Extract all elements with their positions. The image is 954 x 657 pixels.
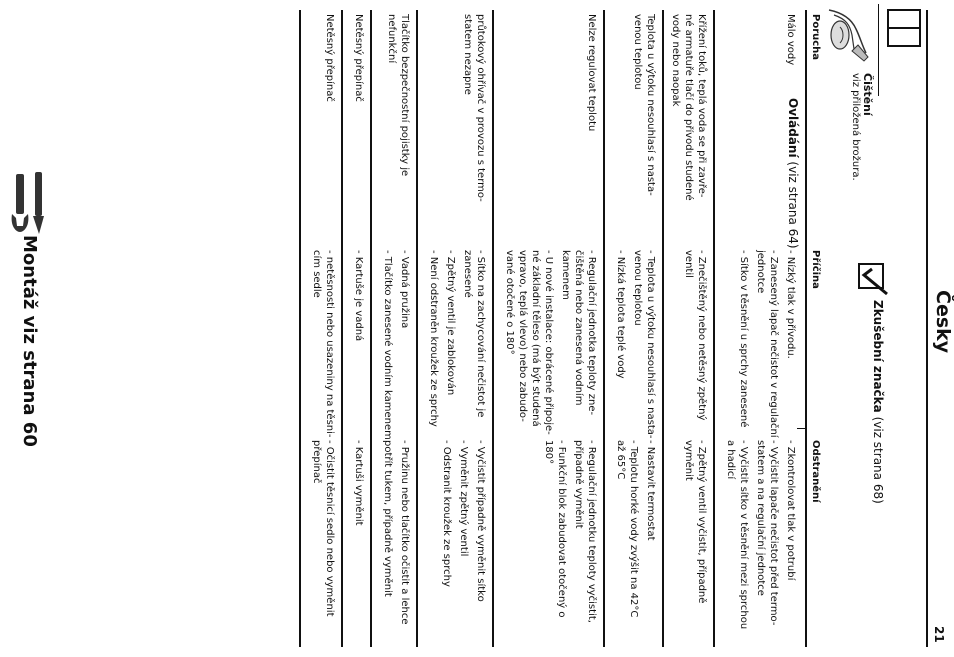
table-row-divider [370,10,372,647]
table-row-divider [662,10,664,647]
test-mark-heading: Zkušební značka (viz strana 68) [871,300,885,504]
cause-text: vané otočené o 180° [504,250,515,355]
fault-text: Křížení toků, teplá voda se při zavře- [696,14,707,198]
cleaning-note: viz přiložená brožura. [850,73,861,181]
table-row-divider [416,10,418,647]
remedy-text: - Funkční blok zabudovat otočený o [556,440,567,618]
table-header-rule [805,10,807,647]
remedy-text: případně vyměnit [573,440,584,529]
cause-text: - netěsnosti nebo usazeniny na těsni- [324,250,335,438]
fault-text: vody nebo naopak [670,14,681,107]
fault-text: né armatuře tlačí do přívodu studené [683,14,694,201]
cause-text: kamenem [560,250,571,300]
column-header-cause: Příčina [810,250,821,289]
fault-text: Nelze regulovat teplotu [586,14,597,132]
remedy-text: - Vyčistit případně vyměnit sítko [475,440,486,602]
cause-text: ventil [683,250,694,278]
remedy-text: vyměnit [683,440,694,481]
book-icon [884,8,924,48]
cause-text: vpravo, teplá vlevo) nebo zabudo- [517,250,528,422]
fault-text: Teplota u výtoku nesouhlasí s nasta- [645,14,656,196]
cause-text: cím sedle [311,250,322,298]
fault-text: nefunkční [386,14,397,64]
remedy-text: - Zpětný ventil vyčistit, případně [696,440,707,604]
remedy-text: - Regulační jednotku teploty vyčistit, [586,440,597,623]
fault-text: Málo vody [785,14,796,66]
remedy-text: 180° [543,440,554,465]
column-divider [797,428,807,429]
table-row-divider [341,10,343,647]
cause-text: - Vadná pružina [399,250,410,329]
column-header-remedy: Odstranění [810,440,821,503]
remedy-text: - Nastavit termostat [645,440,656,541]
remedy-text: - Očistit těsnicí sedlo nebo vyměnit [324,440,335,617]
cause-text: venou teplotou [632,250,643,326]
language-title: Česky [932,290,954,354]
remedy-text: - Zkontrolovat tlak v potrubí [785,440,796,581]
cause-text: - Teplota u výtoku nesouhlasí s nasta- [645,250,656,439]
cause-text: jednotce [755,250,766,294]
table-row-divider [299,10,301,647]
fault-text: průtokový ohřívač v provozu s termo- [475,14,486,202]
cause-text: - Sítko na zachycování nečistot je [475,250,486,418]
cause-text: - Zpětný ventil je zablokován [445,250,456,396]
cause-text: - Znečištěný nebo netěsný zpětný [696,250,707,421]
header-rule [926,10,928,647]
fault-text: statem nezapne [462,14,473,95]
cause-text: - Tlačítko zanesené vodním kamenem [382,250,393,440]
cleaning-hand-illustration [822,5,874,65]
remedy-text: - Vyčistit lapače nečistot před termo- [768,440,779,626]
table-row-divider [492,10,494,647]
remedy-text: - Vyměnit zpětný ventil [458,440,469,557]
cause-text: - Regulační jednotka teploty zne- [586,250,597,416]
cause-text: - U nové instalace: obrácené připoje- [543,250,554,435]
controls-heading: Ovládání (viz strana 64) [786,98,800,249]
remedy-text: až 65°C [615,440,626,480]
page-number: 21 [932,626,946,643]
cause-text: - Nízký tlak v přívodu. [785,250,796,359]
fault-text: Tlačítko bezpečnostní pojistky je [399,14,410,177]
table-row-divider [713,10,715,647]
cause-text: čištěná nebo zanesená vodním [573,250,584,406]
remedy-text: - Pružinu nebo tlačítko očistit a lehce [399,440,410,625]
cause-text: - Zanesený lapač nečistot v regulační [768,250,779,438]
cause-text: - Není odstraněn kroužek ze sprchy [428,250,439,427]
fault-text: Netěsný přepínač [353,14,364,102]
wrench-screwdriver-icon [4,168,50,238]
cause-text: - Sítko v těsnění u sprchy zanesené [738,250,749,428]
header-sub-rule [878,4,879,96]
mount-reference: Montáž viz strana 60 [19,235,40,447]
column-header-fault: Porucha [810,14,821,61]
remedy-text: - Kartuši vyměnit [353,440,364,526]
fault-text: venou teplotou [632,14,643,90]
table-row-divider [603,10,605,647]
remedy-text: - Vyčistit sítko v těsnění mezi sprchou [738,440,749,630]
cause-text: - Nízká teplota teplé vody [615,250,626,379]
cause-text: né základní těleso (má být studená [530,250,541,427]
cleaning-heading: Čištění [861,73,874,116]
remedy-text: - Teplotu horké vody zvýšit na 42°C [628,440,639,618]
remedy-text: potřít tukem, případně vyměnit [382,440,393,597]
remedy-text: statem a na regulační jednotce [755,440,766,596]
remedy-text: přepínač [311,440,322,484]
remedy-text: a hadicí [725,440,736,480]
fault-text: Netěsný přepínač [324,14,335,102]
cause-text: zanesené [462,250,473,298]
checkmark-icon [854,261,890,297]
remedy-text: - Odstranit kroužek ze sprchy [441,440,452,587]
cause-text: - Kartuše je vadná [353,250,364,342]
